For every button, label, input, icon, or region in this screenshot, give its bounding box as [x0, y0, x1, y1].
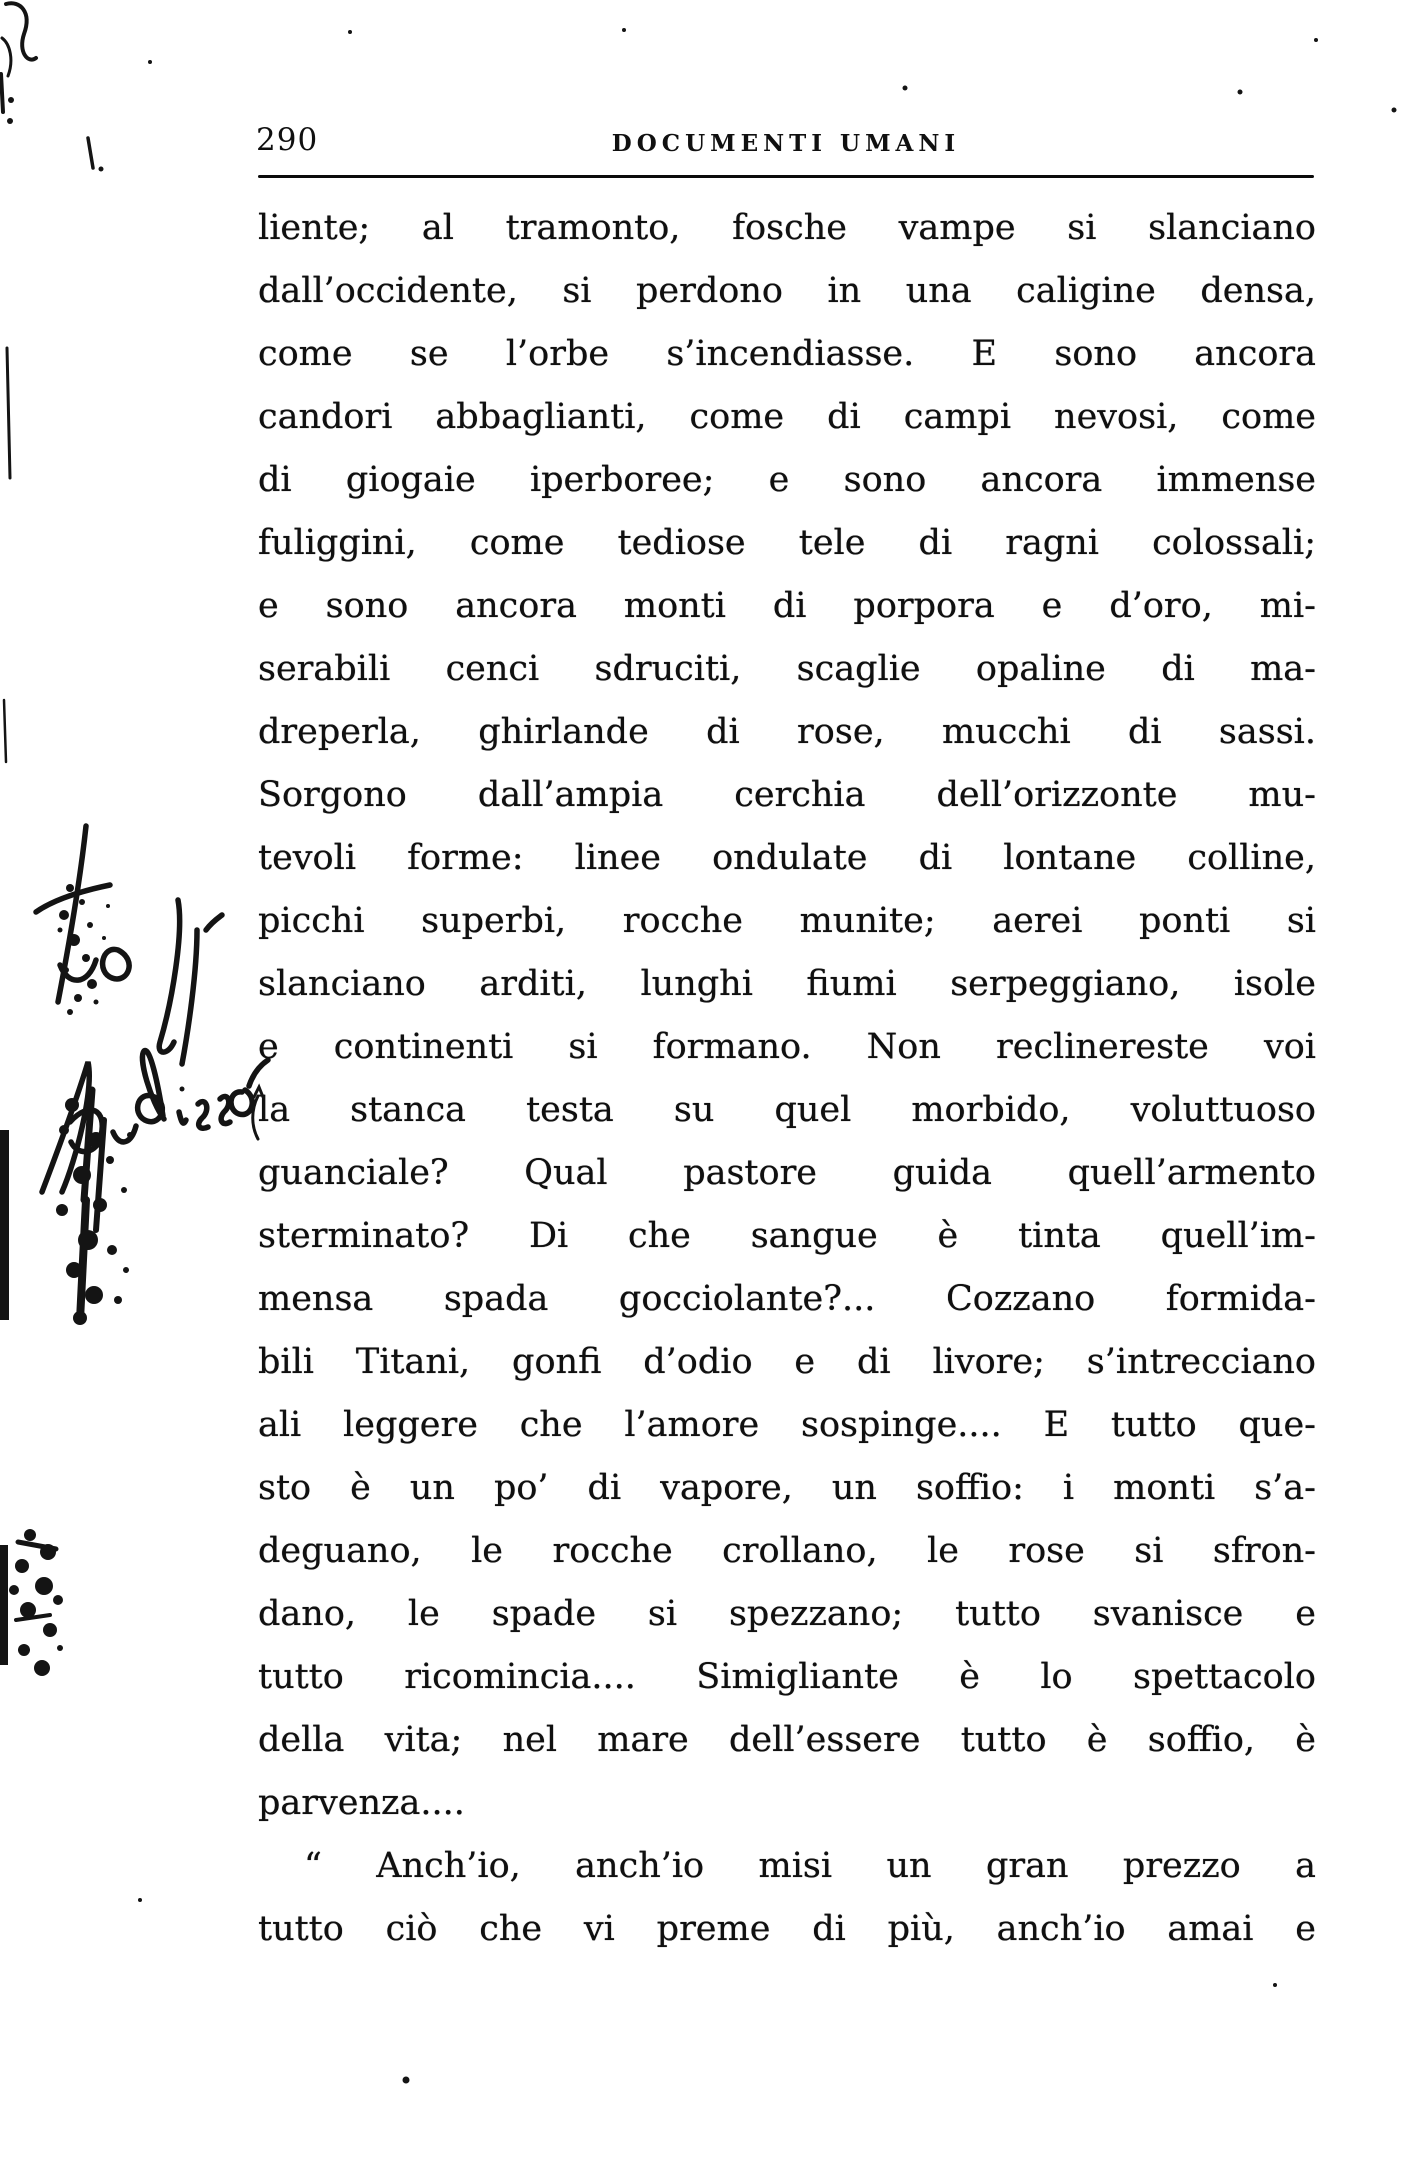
body-text [258, 197, 1316, 1961]
text-line: dreperla, ghirlande di rose, mucchi di sassi. [258, 712, 1316, 752]
text-line: sto è un po’ di vapore, un soffio: i monti s’a- [258, 1468, 1316, 1508]
text-line: slanciano arditi, lunghi fiumi serpeggiano, isole [258, 964, 1316, 1004]
ink-corner-mark [1, 3, 36, 112]
text-line: dano, le spade si spezzano; tutto svanisce e [258, 1594, 1316, 1634]
text-line: tutto ciò che vi preme di più, anch’io amai e [258, 1909, 1316, 1949]
ink-margin-marks [4, 97, 104, 762]
text-line: serabili cenci sdruciti, scaglie opaline di ma- [258, 649, 1316, 689]
text-line: della vita; nel mare dell’essere tutto è soffio, è [258, 1720, 1316, 1760]
text-line: tutto ricomincia.... Simigliante è lo spettacolo [258, 1657, 1316, 1697]
text-line: “ Anch’io, anch’io misi un gran prezzo a [304, 1846, 1316, 1886]
text-line: candori abbaglianti, come di campi nevosi, come [258, 397, 1316, 437]
text-line: la stanca testa su quel morbido, voluttuoso [258, 1090, 1316, 1130]
text-line: e continenti si formano. Non reclinereste voi [258, 1027, 1316, 1067]
text-line: e sono ancora monti di porpora e d’oro, mi- [258, 586, 1316, 626]
ink-stain-lower [0, 1529, 63, 1676]
text-line: sterminato? Di che sangue è tinta quell’im- [258, 1216, 1316, 1256]
handwritten-marginalia-word-1 [36, 826, 222, 1064]
text-line: mensa spada gocciolante?... Cozzano formida- [258, 1279, 1316, 1319]
text-line: fuliggini, come tediose tele di ragni colossali; [258, 523, 1316, 563]
handwritten-marginalia-word-2 [42, 1051, 268, 1192]
text-line: tevoli forme: linee ondulate di lontane colline, [258, 838, 1316, 878]
text-line: guanciale? Qual pastore guida quell’armento [258, 1153, 1316, 1193]
header-rule [258, 175, 1314, 178]
text-line: come se l’orbe s’incendiasse. E sono ancora [258, 334, 1316, 374]
text-line: dall’occidente, si perdono in una caligine densa, [258, 271, 1316, 311]
text-line: picchi superbi, rocche munite; aerei ponti si [258, 901, 1316, 941]
text-line: parvenza.... [258, 1783, 465, 1823]
page-number: 290 [256, 122, 319, 158]
text-line: di giogaie iperboree; e sono ancora immense [258, 460, 1316, 500]
ink-stain-middle [0, 1090, 133, 1325]
running-header: DOCUMENTI UMANI [611, 130, 961, 157]
text-line: Sorgono dall’ampia cerchia dell’orizzonte mu- [258, 775, 1316, 815]
ink-speckles-upper [58, 884, 111, 1015]
text-line: ali leggere che l’amore sospinge.... E tutto que- [258, 1405, 1316, 1445]
text-line: bili Titani, gonfi d’odio e di livore; s’intrecciano [258, 1342, 1316, 1382]
ink-specks-top [148, 28, 1397, 113]
text-line: liente; al tramonto, fosche vampe si slanciano [258, 208, 1316, 248]
text-line: deguano, le rocche crollano, le rose si sfron- [258, 1531, 1316, 1571]
